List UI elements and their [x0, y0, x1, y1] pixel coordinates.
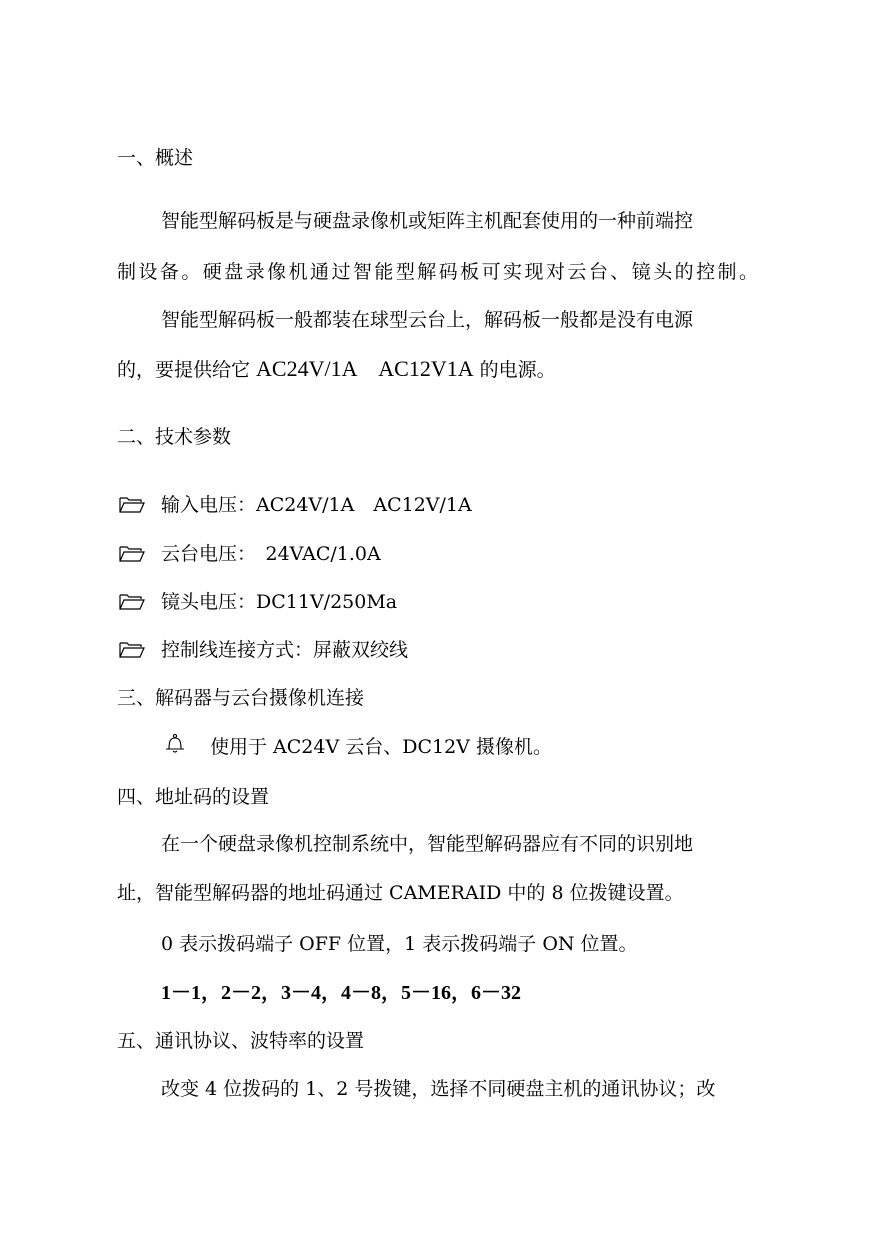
- paragraph-text: 的电源。: [473, 359, 556, 381]
- paragraph-line: 制设备。硬盘录像机通过智能型解码板可实现对云台、镜头的控制。: [117, 261, 758, 283]
- paragraph-line: 改变 4 位拨码的 1、2 号拨键，选择不同硬盘主机的通讯协议；改: [161, 1078, 716, 1100]
- paragraph-text: 的，要提供给它: [117, 359, 257, 381]
- section-heading-specs: 二、技术参数: [117, 426, 232, 448]
- param-item: 输入电压：AC24V/1A AC12V/1A: [161, 494, 472, 516]
- power-spec-text: AC24V/1A AC12V1A: [256, 356, 474, 381]
- folder-icon: [119, 641, 145, 659]
- paragraph-line: 智能型解码板一般都装在球型云台上，解码板一般都是没有电源: [161, 309, 694, 331]
- section-heading-overview: 一、概述: [117, 147, 194, 169]
- param-item: 云台电压： 24VAC/1.0A: [161, 543, 381, 565]
- folder-icon: [119, 496, 145, 514]
- section-heading-address: 四、地址码的设置: [117, 786, 270, 808]
- folder-icon: [119, 545, 145, 563]
- section-heading-connection: 三、解码器与云台摄像机连接: [117, 687, 365, 709]
- paragraph-line: [117, 357, 556, 382]
- paragraph-line: 址，智能型解码器的地址码通过 CAMERAID 中的 8 位拨键设置。: [117, 882, 684, 904]
- folder-icon: [119, 593, 145, 611]
- paragraph-line: 0 表示拨码端子 OFF 位置，1 表示拨码端子 ON 位置。: [161, 933, 638, 955]
- section-heading-protocol: 五、通讯协议、波特率的设置: [117, 1030, 365, 1052]
- paragraph-line: 在一个硬盘录像机控制系统中，智能型解码器应有不同的识别地: [161, 833, 694, 855]
- param-item: 控制线连接方式：屏蔽双绞线: [161, 639, 409, 661]
- connection-item: 使用于 AC24V 云台、DC12V 摄像机。: [210, 736, 552, 758]
- address-code-list: 1－1，2－2，3－4，4－8，5－16，6－32: [161, 982, 521, 1004]
- param-item: 镜头电压：DC11V/250Ma: [161, 591, 398, 613]
- paragraph-line: 智能型解码板是与硬盘录像机或矩阵主机配套使用的一种前端控: [161, 210, 694, 232]
- bell-icon: [164, 733, 186, 755]
